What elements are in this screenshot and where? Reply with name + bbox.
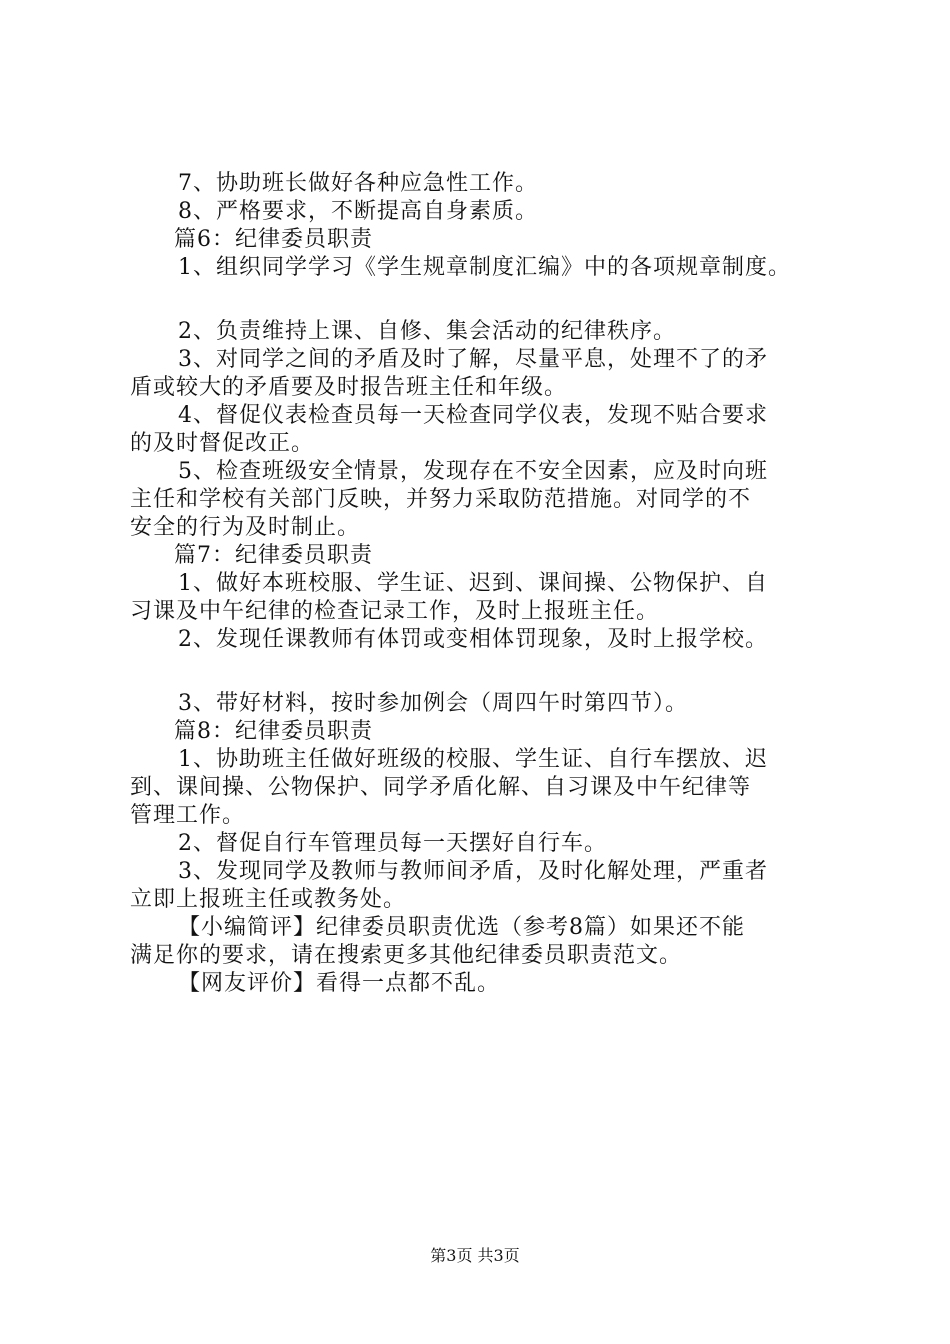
list-item: 3、带好材料，按时参加例会（周四午时第四节）。 [178, 691, 688, 716]
section-heading: 篇8：纪律委员职责 [174, 719, 373, 744]
list-item: 2、发现任课教师有体罚或变相体罚现象，及时上报学校。 [178, 627, 768, 652]
list-item: 3、发现同学及教师与教师间矛盾，及时化解处理，严重者 [178, 859, 768, 884]
list-item: 4、督促仪表检查员每一天检查同学仪表，发现不贴合要求 [178, 403, 768, 428]
user-review: 【网友评价】看得一点都不乱。 [178, 971, 501, 996]
list-item: 1、协助班主任做好班级的校服、学生证、自行车摆放、迟 [178, 747, 768, 772]
paragraph-gap [130, 282, 845, 318]
list-item: 8、严格要求，不断提高自身素质。 [178, 199, 538, 224]
list-item-continuation: 习课及中午纪律的检查记录工作，及时上报班主任。 [130, 599, 660, 624]
list-item-continuation: 主任和学校有关部门反映，并努力采取防范措施。对同学的不 [130, 487, 752, 512]
list-item: 1、做好本班校服、学生证、迟到、课间操、公物保护、自 [178, 571, 768, 596]
editor-comment: 【小编简评】纪律委员职责优选（参考8篇）如果还不能 [178, 915, 745, 940]
list-item: 2、督促自行车管理员每一天摆好自行车。 [178, 831, 607, 856]
list-item-continuation: 立即上报班主任或教务处。 [130, 887, 407, 912]
list-item-continuation: 到、课间操、公物保护、同学矛盾化解、自习课及中午纪律等 [130, 775, 752, 800]
editor-comment-continuation: 满足你的要求，请在搜索更多其他纪律委员职责范文。 [130, 943, 683, 968]
list-item: 5、检查班级安全情景，发现存在不安全因素，应及时向班 [178, 459, 768, 484]
list-item: 7、协助班长做好各种应急性工作。 [178, 171, 538, 196]
paragraph-gap [130, 654, 845, 690]
list-item-continuation: 管理工作。 [130, 803, 246, 828]
list-item-continuation: 的及时督促改正。 [130, 431, 315, 456]
list-item: 2、负责维持上课、自修、集会活动的纪律秩序。 [178, 319, 676, 344]
page-footer: 第3页 共3页 [430, 1246, 520, 1265]
list-item: 3、对同学之间的矛盾及时了解，尽量平息，处理不了的矛 [178, 347, 768, 372]
list-item: 1、组织同学学习《学生规章制度汇编》中的各项规章制度。 [178, 255, 791, 280]
section-heading: 篇6：纪律委员职责 [174, 227, 373, 252]
list-item-continuation: 盾或较大的矛盾要及时报告班主任和年级。 [130, 375, 568, 400]
list-item-continuation: 安全的行为及时制止。 [130, 515, 361, 540]
section-heading: 篇7：纪律委员职责 [174, 543, 373, 568]
document-body [130, 170, 845, 998]
